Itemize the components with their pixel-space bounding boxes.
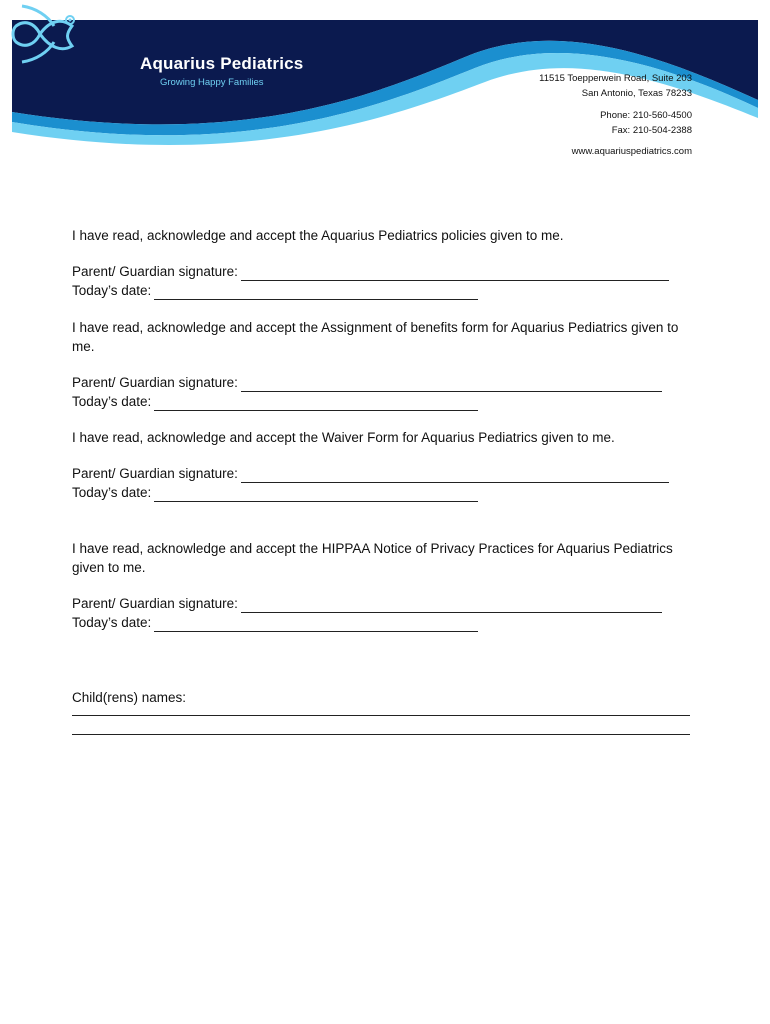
acknowledgement-statement: I have read, acknowledge and accept the Assignment of benefits form for Aquarius Pediatrics given to me. bbox=[72, 320, 679, 354]
acknowledgement-form bbox=[72, 226, 692, 735]
date-label: Today’s date: bbox=[72, 283, 152, 298]
date-line[interactable] bbox=[154, 396, 478, 411]
form-section bbox=[72, 318, 692, 411]
date-label: Today’s date: bbox=[72, 615, 152, 630]
children-names-line[interactable] bbox=[72, 734, 690, 735]
website-link[interactable]: www.aquariuspediatrics.com bbox=[571, 146, 692, 157]
acknowledgement-statement: I have read, acknowledge and accept the HIPPAA Notice of Privacy Practices for Aquarius Pediatrics given to me. bbox=[72, 541, 673, 575]
date-line[interactable] bbox=[154, 487, 478, 502]
date-line[interactable] bbox=[154, 617, 478, 632]
brand-tagline: Growing Happy Families bbox=[160, 77, 264, 88]
fish-logo-icon bbox=[0, 0, 80, 68]
contact-block bbox=[539, 71, 692, 159]
signature-line[interactable] bbox=[241, 598, 662, 613]
acknowledgement-statement: I have read, acknowledge and accept the Waiver Form for Aquarius Pediatrics given to me. bbox=[72, 430, 615, 445]
children-names-label: Child(rens) names: bbox=[72, 690, 187, 705]
signature-line[interactable] bbox=[241, 266, 669, 281]
signature-label: Parent/ Guardian signature: bbox=[72, 264, 238, 279]
address-line-2: San Antonio, Texas 78233 bbox=[581, 88, 692, 99]
date-line[interactable] bbox=[154, 285, 478, 300]
fax-number: Fax: 210-504-2388 bbox=[611, 125, 692, 136]
date-label: Today’s date: bbox=[72, 394, 152, 409]
date-label: Today’s date: bbox=[72, 485, 152, 500]
children-names-section bbox=[72, 688, 692, 735]
form-section bbox=[72, 428, 692, 502]
address-line-1: 11515 Toepperwein Road, Suite 203 bbox=[539, 73, 692, 84]
letterhead bbox=[0, 0, 770, 160]
signature-line[interactable] bbox=[241, 377, 662, 392]
phone-number: Phone: 210-560-4500 bbox=[600, 110, 692, 121]
brand-name: Aquarius Pediatrics bbox=[140, 54, 304, 73]
signature-label: Parent/ Guardian signature: bbox=[72, 466, 238, 481]
acknowledgement-statement: I have read, acknowledge and accept the Aquarius Pediatrics policies given to me. bbox=[72, 228, 564, 243]
form-section bbox=[72, 539, 692, 632]
form-section bbox=[72, 226, 692, 300]
signature-line[interactable] bbox=[241, 468, 669, 483]
signature-label: Parent/ Guardian signature: bbox=[72, 596, 238, 611]
signature-label: Parent/ Guardian signature: bbox=[72, 375, 238, 390]
